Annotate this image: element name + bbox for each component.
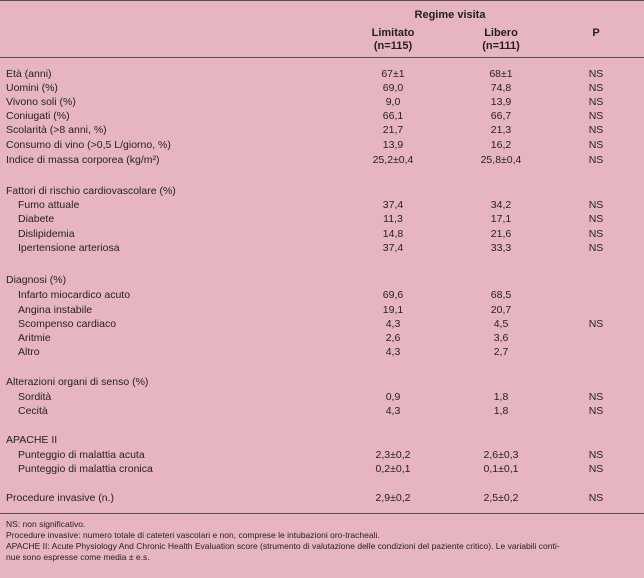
row-label: Indice di massa corporea (kg/m²): [6, 154, 160, 166]
value-limitato: 37,4: [382, 242, 404, 254]
value-libero: 2,7: [493, 346, 509, 358]
row-label: Scompenso cardiaco: [18, 318, 117, 330]
p-value: NS: [588, 213, 604, 225]
p-value: NS: [588, 463, 604, 475]
value-libero: 68,5: [490, 289, 512, 301]
top-rule: [0, 0, 644, 1]
row-label: Coniugati (%): [6, 110, 70, 122]
footnote: APACHE II: Acute Physiology And Chronic Health Evaluation score (strumento di valutazione delle condizioni del paziente critico). Le variabili conti-: [6, 541, 560, 551]
group-header: Regime visita: [414, 9, 486, 21]
value-libero: 33,3: [490, 242, 512, 254]
value-libero: 1,8: [493, 391, 509, 403]
value-limitato: 2,6: [385, 332, 401, 344]
value-libero: 21,6: [490, 228, 512, 240]
p-value: NS: [588, 154, 604, 166]
value-limitato: 69,6: [382, 289, 404, 301]
value-libero: 16,2: [490, 139, 512, 151]
p-value: NS: [588, 139, 604, 151]
value-libero: 2,6±0,3: [483, 449, 519, 461]
row-label: Diabete: [18, 213, 55, 225]
column-header-limitato: Limitato (n=115): [371, 27, 415, 52]
value-limitato: 0,9: [385, 391, 401, 403]
p-value: NS: [588, 110, 604, 122]
row-label: Sordità: [18, 391, 52, 403]
row-label: Uomini (%): [6, 82, 58, 94]
row-label: Fumo attuale: [18, 199, 80, 211]
p-value: NS: [588, 449, 604, 461]
row-label: Punteggio di malattia cronica: [18, 463, 153, 475]
row-label: Aritmie: [18, 332, 51, 344]
row-label: Cecità: [18, 405, 48, 417]
value-limitato: 21,7: [382, 124, 404, 136]
value-libero: 1,8: [493, 405, 509, 417]
row-label: Infarto miocardico acuto: [18, 289, 131, 301]
row-label: Età (anni): [6, 68, 52, 80]
p-value: NS: [588, 228, 604, 240]
value-libero: 4,5: [493, 318, 509, 330]
row-label: APACHE II: [6, 434, 58, 446]
value-libero: 66,7: [490, 110, 512, 122]
row-label: Dislipidemia: [18, 228, 75, 240]
p-value: NS: [588, 318, 604, 330]
p-value: NS: [588, 405, 604, 417]
value-libero: 25,8±0,4: [480, 154, 522, 166]
p-value: NS: [588, 68, 604, 80]
value-limitato: 66,1: [382, 110, 404, 122]
row-label: Procedure invasive (n.): [6, 492, 114, 504]
value-libero: 0,1±0,1: [483, 463, 519, 475]
value-limitato: 19,1: [382, 304, 404, 316]
value-limitato: 69,0: [382, 82, 404, 94]
value-limitato: 67±1: [381, 68, 405, 80]
header-rule: [0, 57, 644, 58]
value-libero: 68±1: [489, 68, 513, 80]
p-value: NS: [588, 242, 604, 254]
value-limitato: 4,3: [385, 318, 401, 330]
p-value: NS: [588, 96, 604, 108]
value-libero: 2,5±0,2: [483, 492, 519, 504]
row-label: Punteggio di malattia acuta: [18, 449, 145, 461]
footnote: NS: non significativo.: [6, 519, 86, 529]
value-libero: 17,1: [490, 213, 512, 225]
row-label: Scolarità (>8 anni, %): [6, 124, 107, 136]
row-label: Alterazioni organi di senso (%): [6, 376, 149, 388]
row-label: Angina instabile: [18, 304, 93, 316]
value-libero: 34,2: [490, 199, 512, 211]
row-label: Ipertensione arteriosa: [18, 242, 120, 254]
value-libero: 13,9: [490, 96, 512, 108]
value-limitato: 2,9±0,2: [375, 492, 411, 504]
value-libero: 74,8: [490, 82, 512, 94]
p-value: NS: [588, 199, 604, 211]
value-limitato: 4,3: [385, 405, 401, 417]
value-libero: 3,6: [493, 332, 509, 344]
p-value: NS: [588, 492, 604, 504]
value-limitato: 13,9: [382, 139, 404, 151]
value-limitato: 2,3±0,2: [375, 449, 411, 461]
column-header-p: P: [592, 27, 600, 39]
row-label: Fattori di rischio cardiovascolare (%): [6, 185, 176, 197]
footnote: nue sono espresse come media ± e.s.: [6, 552, 150, 562]
p-value: NS: [588, 82, 604, 94]
row-label: Consumo di vino (>0,5 L/giorno, %): [6, 139, 171, 151]
footnotes: [6, 519, 638, 563]
value-limitato: 37,4: [382, 199, 404, 211]
footnote: Procedure invasive: numero totale di cateteri vascolari e non, comprese le intubazioni oro-tracheali.: [6, 530, 380, 540]
column-header-libero: Libero (n=111): [482, 27, 520, 52]
bottom-rule: [0, 513, 644, 514]
value-libero: 21,3: [490, 124, 512, 136]
value-limitato: 4,3: [385, 346, 401, 358]
value-limitato: 25,2±0,4: [372, 154, 414, 166]
value-libero: 20,7: [490, 304, 512, 316]
row-label: Diagnosi (%): [6, 274, 67, 286]
value-limitato: 9,0: [385, 96, 401, 108]
value-limitato: 11,3: [383, 213, 403, 225]
p-value: NS: [588, 124, 604, 136]
row-label: Altro: [18, 346, 40, 358]
p-value: NS: [588, 391, 604, 403]
value-limitato: 0,2±0,1: [375, 463, 411, 475]
row-label: Vivono soli (%): [6, 96, 76, 108]
value-limitato: 14,8: [382, 228, 404, 240]
